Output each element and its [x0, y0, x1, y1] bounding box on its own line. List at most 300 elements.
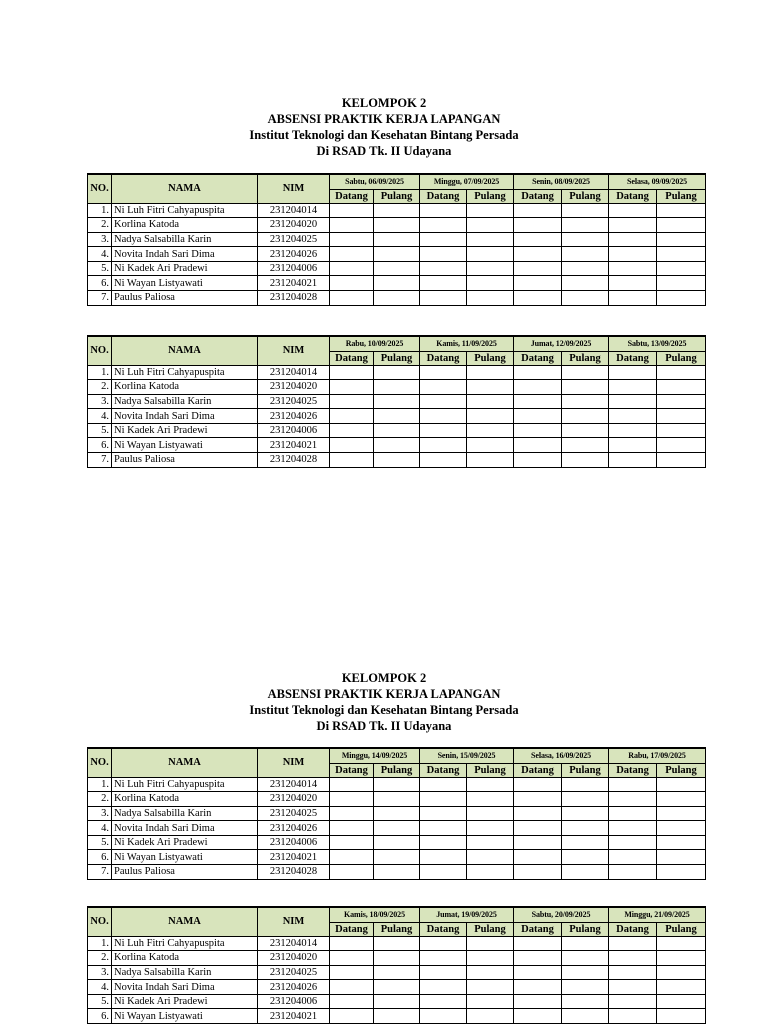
attendance-cell[interactable] [330, 423, 374, 438]
header-day: Selasa, 16/09/2025 [514, 748, 609, 763]
attendance-cell[interactable] [657, 951, 706, 966]
row-number: 1. [88, 777, 112, 792]
attendance-cell[interactable] [514, 409, 562, 424]
attendance-cell[interactable] [374, 965, 420, 980]
table-row [88, 232, 706, 247]
attendance-cell[interactable] [374, 792, 420, 807]
attendance-cell[interactable] [514, 218, 562, 233]
header-datang: Datang [514, 351, 562, 365]
attendance-cell[interactable] [330, 865, 374, 880]
attendance-cell[interactable] [609, 232, 657, 247]
header-pulang: Pulang [657, 189, 706, 203]
attendance-cell[interactable] [420, 980, 467, 995]
attendance-cell[interactable] [657, 203, 706, 218]
attendance-cell[interactable] [514, 203, 562, 218]
attendance-cell[interactable] [562, 850, 609, 865]
row-number: 6. [88, 850, 112, 865]
attendance-cell[interactable] [467, 291, 514, 306]
attendance-cell[interactable] [420, 806, 467, 821]
table-row [88, 409, 706, 424]
header-nim: NIM [258, 748, 330, 777]
header-day: Jumat, 19/09/2025 [420, 907, 514, 922]
attendance-cell[interactable] [330, 936, 374, 951]
table-row [88, 965, 706, 980]
attendance-cell[interactable] [562, 777, 609, 792]
row-number: 3. [88, 806, 112, 821]
header-pulang: Pulang [374, 189, 420, 203]
attendance-cell[interactable] [374, 980, 420, 995]
attendance-cell[interactable] [562, 261, 609, 276]
attendance-cell[interactable] [562, 232, 609, 247]
attendance-cell[interactable] [467, 276, 514, 291]
row-number: 6. [88, 1009, 112, 1024]
attendance-cell[interactable] [514, 994, 562, 1009]
attendance-cell[interactable] [330, 806, 374, 821]
attendance-cell[interactable] [467, 394, 514, 409]
row-number: 5. [88, 261, 112, 276]
heading-location: Di RSAD Tk. II Udayana [316, 719, 452, 733]
header-datang: Datang [609, 351, 657, 365]
student-name: Nadya Salsabilla Karin [112, 806, 258, 821]
attendance-cell[interactable] [514, 276, 562, 291]
attendance-cell[interactable] [562, 865, 609, 880]
attendance-cell[interactable] [420, 365, 467, 380]
student-name: Ni Kadek Ari Pradewi [112, 835, 258, 850]
header-pulang: Pulang [562, 189, 609, 203]
attendance-cell[interactable] [374, 936, 420, 951]
attendance-cell[interactable] [467, 203, 514, 218]
row-number: 2. [88, 218, 112, 233]
attendance-cell[interactable] [514, 936, 562, 951]
attendance-cell[interactable] [657, 821, 706, 836]
student-nim: 231204021 [258, 1009, 330, 1024]
attendance-cell[interactable] [657, 276, 706, 291]
heading-title: ABSENSI PRAKTIK KERJA LAPANGAN [267, 687, 501, 701]
attendance-cell[interactable] [657, 394, 706, 409]
attendance-cell[interactable] [330, 380, 374, 395]
student-name: Korlina Katoda [112, 951, 258, 966]
attendance-cell[interactable] [467, 821, 514, 836]
attendance-cell[interactable] [562, 994, 609, 1009]
heading-group: KELOMPOK 2 [341, 96, 427, 110]
attendance-cell[interactable] [657, 365, 706, 380]
attendance-cell[interactable] [420, 409, 467, 424]
attendance-cell[interactable] [609, 276, 657, 291]
header-day: Jumat, 12/09/2025 [514, 336, 609, 351]
attendance-cell[interactable] [374, 453, 420, 468]
attendance-cell[interactable] [374, 261, 420, 276]
student-name: Ni Wayan Listyawati [112, 1009, 258, 1024]
row-number: 7. [88, 453, 112, 468]
attendance-cell[interactable] [562, 203, 609, 218]
attendance-cell[interactable] [562, 965, 609, 980]
attendance-cell[interactable] [467, 453, 514, 468]
attendance-cell[interactable] [562, 380, 609, 395]
header-datang: Datang [514, 189, 562, 203]
attendance-cell[interactable] [467, 365, 514, 380]
attendance-cell[interactable] [609, 994, 657, 1009]
attendance-cell[interactable] [330, 965, 374, 980]
attendance-cell[interactable] [609, 365, 657, 380]
row-number: 1. [88, 203, 112, 218]
attendance-cell[interactable] [467, 380, 514, 395]
attendance-cell[interactable] [420, 203, 467, 218]
attendance-cell[interactable] [562, 821, 609, 836]
attendance-cell[interactable] [514, 423, 562, 438]
attendance-cell[interactable] [562, 453, 609, 468]
attendance-cell[interactable] [609, 792, 657, 807]
student-nim: 231204026 [258, 980, 330, 995]
attendance-cell[interactable] [514, 1009, 562, 1024]
attendance-cell[interactable] [420, 965, 467, 980]
row-number: 4. [88, 409, 112, 424]
attendance-cell[interactable] [514, 792, 562, 807]
attendance-cell[interactable] [467, 1009, 514, 1024]
attendance-cell[interactable] [562, 394, 609, 409]
header-day: Minggu, 14/09/2025 [330, 748, 420, 763]
attendance-cell[interactable] [374, 276, 420, 291]
attendance-cell[interactable] [330, 1009, 374, 1024]
attendance-cell[interactable] [374, 218, 420, 233]
attendance-cell[interactable] [467, 980, 514, 995]
attendance-cell[interactable] [657, 218, 706, 233]
attendance-cell[interactable] [609, 218, 657, 233]
attendance-cell[interactable] [609, 203, 657, 218]
row-number: 3. [88, 232, 112, 247]
student-nim: 231204020 [258, 951, 330, 966]
header-nim: NIM [258, 174, 330, 203]
attendance-cell[interactable] [467, 994, 514, 1009]
attendance-cell[interactable] [657, 380, 706, 395]
header-pulang: Pulang [562, 351, 609, 365]
attendance-cell[interactable] [657, 261, 706, 276]
attendance-cell[interactable] [609, 777, 657, 792]
attendance-cell[interactable] [514, 380, 562, 395]
student-name: Ni Wayan Listyawati [112, 438, 258, 453]
attendance-cell[interactable] [514, 850, 562, 865]
attendance-cell[interactable] [374, 821, 420, 836]
table-row [88, 835, 706, 850]
attendance-cell[interactable] [657, 291, 706, 306]
attendance-cell[interactable] [514, 980, 562, 995]
attendance-cell[interactable] [609, 423, 657, 438]
attendance-cell[interactable] [420, 380, 467, 395]
attendance-cell[interactable] [420, 821, 467, 836]
attendance-cell[interactable] [330, 792, 374, 807]
attendance-cell[interactable] [374, 777, 420, 792]
attendance-cell[interactable] [514, 232, 562, 247]
attendance-cell[interactable] [330, 203, 374, 218]
row-number: 6. [88, 438, 112, 453]
attendance-cell[interactable] [374, 806, 420, 821]
attendance-cell[interactable] [657, 423, 706, 438]
attendance-cell[interactable] [514, 438, 562, 453]
attendance-cell[interactable] [330, 835, 374, 850]
attendance-cell[interactable] [330, 438, 374, 453]
attendance-cell[interactable] [657, 792, 706, 807]
header-pulang: Pulang [467, 922, 514, 936]
page-heading-1 [0, 95, 768, 159]
header-no: NO. [88, 748, 112, 777]
attendance-cell[interactable] [374, 394, 420, 409]
table-row [88, 380, 706, 395]
attendance-cell[interactable] [657, 409, 706, 424]
attendance-cell[interactable] [514, 865, 562, 880]
attendance-cell[interactable] [420, 936, 467, 951]
attendance-cell[interactable] [374, 232, 420, 247]
table-row [88, 218, 706, 233]
header-datang: Datang [514, 922, 562, 936]
student-nim: 231204026 [258, 247, 330, 262]
table-row [88, 291, 706, 306]
student-name: Novita Indah Sari Dima [112, 821, 258, 836]
attendance-cell[interactable] [330, 994, 374, 1009]
attendance-cell[interactable] [514, 951, 562, 966]
attendance-cell[interactable] [514, 261, 562, 276]
header-pulang: Pulang [374, 351, 420, 365]
attendance-cell[interactable] [420, 276, 467, 291]
attendance-cell[interactable] [562, 980, 609, 995]
attendance-cell[interactable] [609, 965, 657, 980]
header-pulang: Pulang [562, 763, 609, 777]
row-number: 2. [88, 380, 112, 395]
attendance-cell[interactable] [657, 980, 706, 995]
attendance-cell[interactable] [374, 835, 420, 850]
attendance-cell[interactable] [467, 777, 514, 792]
attendance-cell[interactable] [562, 218, 609, 233]
attendance-cell[interactable] [420, 835, 467, 850]
attendance-cell[interactable] [657, 453, 706, 468]
attendance-cell[interactable] [420, 423, 467, 438]
attendance-cell[interactable] [374, 380, 420, 395]
attendance-cell[interactable] [562, 806, 609, 821]
attendance-cell[interactable] [514, 291, 562, 306]
attendance-cell[interactable] [330, 850, 374, 865]
attendance-cell[interactable] [330, 821, 374, 836]
row-number: 2. [88, 792, 112, 807]
header-pulang: Pulang [467, 189, 514, 203]
attendance-cell[interactable] [657, 438, 706, 453]
attendance-cell[interactable] [467, 792, 514, 807]
attendance-cell[interactable] [609, 291, 657, 306]
attendance-cell[interactable] [467, 806, 514, 821]
attendance-cell[interactable] [374, 291, 420, 306]
attendance-cell[interactable] [467, 850, 514, 865]
header-datang: Datang [420, 922, 467, 936]
attendance-cell[interactable] [330, 365, 374, 380]
attendance-cell[interactable] [562, 365, 609, 380]
row-number: 4. [88, 247, 112, 262]
row-number: 4. [88, 980, 112, 995]
table-row [88, 777, 706, 792]
header-day: Sabtu, 13/09/2025 [609, 336, 706, 351]
attendance-cell[interactable] [657, 835, 706, 850]
attendance-cell[interactable] [467, 409, 514, 424]
attendance-cell[interactable] [609, 409, 657, 424]
table-row [88, 423, 706, 438]
student-nim: 231204028 [258, 865, 330, 880]
attendance-cell[interactable] [657, 850, 706, 865]
table-row [88, 821, 706, 836]
student-nim: 231204025 [258, 965, 330, 980]
attendance-cell[interactable] [609, 438, 657, 453]
attendance-cell[interactable] [562, 792, 609, 807]
heading-group: KELOMPOK 2 [341, 671, 427, 685]
attendance-cell[interactable] [420, 850, 467, 865]
attendance-cell[interactable] [514, 365, 562, 380]
attendance-cell[interactable] [420, 865, 467, 880]
student-name: Ni Luh Fitri Cahyapuspita [112, 365, 258, 380]
attendance-cell[interactable] [374, 409, 420, 424]
attendance-cell[interactable] [374, 951, 420, 966]
attendance-cell[interactable] [420, 792, 467, 807]
header-datang: Datang [420, 351, 467, 365]
attendance-cell[interactable] [467, 965, 514, 980]
attendance-cell[interactable] [657, 865, 706, 880]
attendance-cell[interactable] [330, 232, 374, 247]
attendance-cell[interactable] [374, 438, 420, 453]
attendance-cell[interactable] [562, 247, 609, 262]
attendance-cell[interactable] [514, 777, 562, 792]
heading-location: Di RSAD Tk. II Udayana [316, 144, 452, 158]
header-nama: NAMA [112, 748, 258, 777]
attendance-cell[interactable] [420, 1009, 467, 1024]
attendance-cell[interactable] [609, 261, 657, 276]
attendance-cell[interactable] [420, 291, 467, 306]
attendance-cell[interactable] [562, 936, 609, 951]
attendance-cell[interactable] [330, 247, 374, 262]
attendance-cell[interactable] [374, 994, 420, 1009]
attendance-cell[interactable] [562, 1009, 609, 1024]
attendance-cell[interactable] [562, 409, 609, 424]
attendance-table-2 [87, 335, 706, 468]
attendance-cell[interactable] [330, 453, 374, 468]
attendance-cell[interactable] [467, 218, 514, 233]
attendance-cell[interactable] [420, 261, 467, 276]
attendance-cell[interactable] [330, 218, 374, 233]
attendance-cell[interactable] [330, 261, 374, 276]
attendance-cell[interactable] [514, 806, 562, 821]
attendance-cell[interactable] [657, 994, 706, 1009]
attendance-cell[interactable] [467, 247, 514, 262]
attendance-cell[interactable] [657, 777, 706, 792]
attendance-cell[interactable] [609, 951, 657, 966]
attendance-cell[interactable] [609, 835, 657, 850]
attendance-cell[interactable] [562, 291, 609, 306]
attendance-cell[interactable] [657, 247, 706, 262]
attendance-cell[interactable] [609, 821, 657, 836]
attendance-cell[interactable] [330, 394, 374, 409]
attendance-cell[interactable] [609, 247, 657, 262]
attendance-cell[interactable] [562, 835, 609, 850]
attendance-cell[interactable] [609, 394, 657, 409]
attendance-cell[interactable] [467, 936, 514, 951]
attendance-cell[interactable] [374, 365, 420, 380]
attendance-cell[interactable] [330, 980, 374, 995]
attendance-cell[interactable] [562, 276, 609, 291]
header-no: NO. [88, 174, 112, 203]
student-nim: 231204006 [258, 835, 330, 850]
attendance-cell[interactable] [609, 1009, 657, 1024]
attendance-cell[interactable] [609, 806, 657, 821]
attendance-cell[interactable] [657, 232, 706, 247]
attendance-cell[interactable] [514, 965, 562, 980]
attendance-cell[interactable] [562, 438, 609, 453]
attendance-cell[interactable] [562, 423, 609, 438]
table-row [88, 936, 706, 951]
attendance-cell[interactable] [420, 438, 467, 453]
attendance-cell[interactable] [420, 994, 467, 1009]
student-nim: 231204014 [258, 936, 330, 951]
attendance-cell[interactable] [657, 806, 706, 821]
attendance-table-4 [87, 906, 706, 1024]
attendance-cell[interactable] [609, 865, 657, 880]
attendance-cell[interactable] [562, 951, 609, 966]
row-number: 7. [88, 865, 112, 880]
attendance-cell[interactable] [374, 423, 420, 438]
attendance-cell[interactable] [330, 777, 374, 792]
attendance-cell[interactable] [420, 777, 467, 792]
attendance-cell[interactable] [657, 1009, 706, 1024]
attendance-cell[interactable] [374, 865, 420, 880]
attendance-cell[interactable] [514, 821, 562, 836]
row-number: 3. [88, 394, 112, 409]
attendance-cell[interactable] [467, 423, 514, 438]
attendance-cell[interactable] [467, 835, 514, 850]
attendance-cell[interactable] [609, 980, 657, 995]
attendance-cell[interactable] [330, 291, 374, 306]
attendance-cell[interactable] [420, 394, 467, 409]
attendance-cell[interactable] [467, 232, 514, 247]
attendance-cell[interactable] [374, 1009, 420, 1024]
attendance-cell[interactable] [609, 453, 657, 468]
attendance-cell[interactable] [514, 453, 562, 468]
student-nim: 231204026 [258, 821, 330, 836]
attendance-cell[interactable] [420, 232, 467, 247]
student-name: Novita Indah Sari Dima [112, 980, 258, 995]
table-row [88, 951, 706, 966]
attendance-cell[interactable] [609, 850, 657, 865]
header-day: Senin, 08/09/2025 [514, 174, 609, 189]
attendance-cell[interactable] [374, 203, 420, 218]
attendance-cell[interactable] [374, 247, 420, 262]
attendance-cell[interactable] [467, 951, 514, 966]
attendance-cell[interactable] [514, 835, 562, 850]
attendance-cell[interactable] [467, 438, 514, 453]
attendance-cell[interactable] [657, 936, 706, 951]
attendance-cell[interactable] [420, 951, 467, 966]
attendance-cell[interactable] [657, 965, 706, 980]
student-nim: 231204026 [258, 409, 330, 424]
attendance-cell[interactable] [514, 247, 562, 262]
table-row [88, 438, 706, 453]
attendance-cell[interactable] [514, 394, 562, 409]
header-pulang: Pulang [657, 351, 706, 365]
header-day: Kamis, 11/09/2025 [420, 336, 514, 351]
attendance-cell[interactable] [609, 380, 657, 395]
attendance-cell[interactable] [330, 409, 374, 424]
header-day: Senin, 15/09/2025 [420, 748, 514, 763]
attendance-cell[interactable] [374, 850, 420, 865]
attendance-cell[interactable] [420, 218, 467, 233]
attendance-cell[interactable] [609, 936, 657, 951]
attendance-cell[interactable] [330, 951, 374, 966]
attendance-cell[interactable] [467, 865, 514, 880]
attendance-cell[interactable] [467, 261, 514, 276]
attendance-cell[interactable] [420, 453, 467, 468]
attendance-cell[interactable] [420, 247, 467, 262]
attendance-cell[interactable] [330, 276, 374, 291]
